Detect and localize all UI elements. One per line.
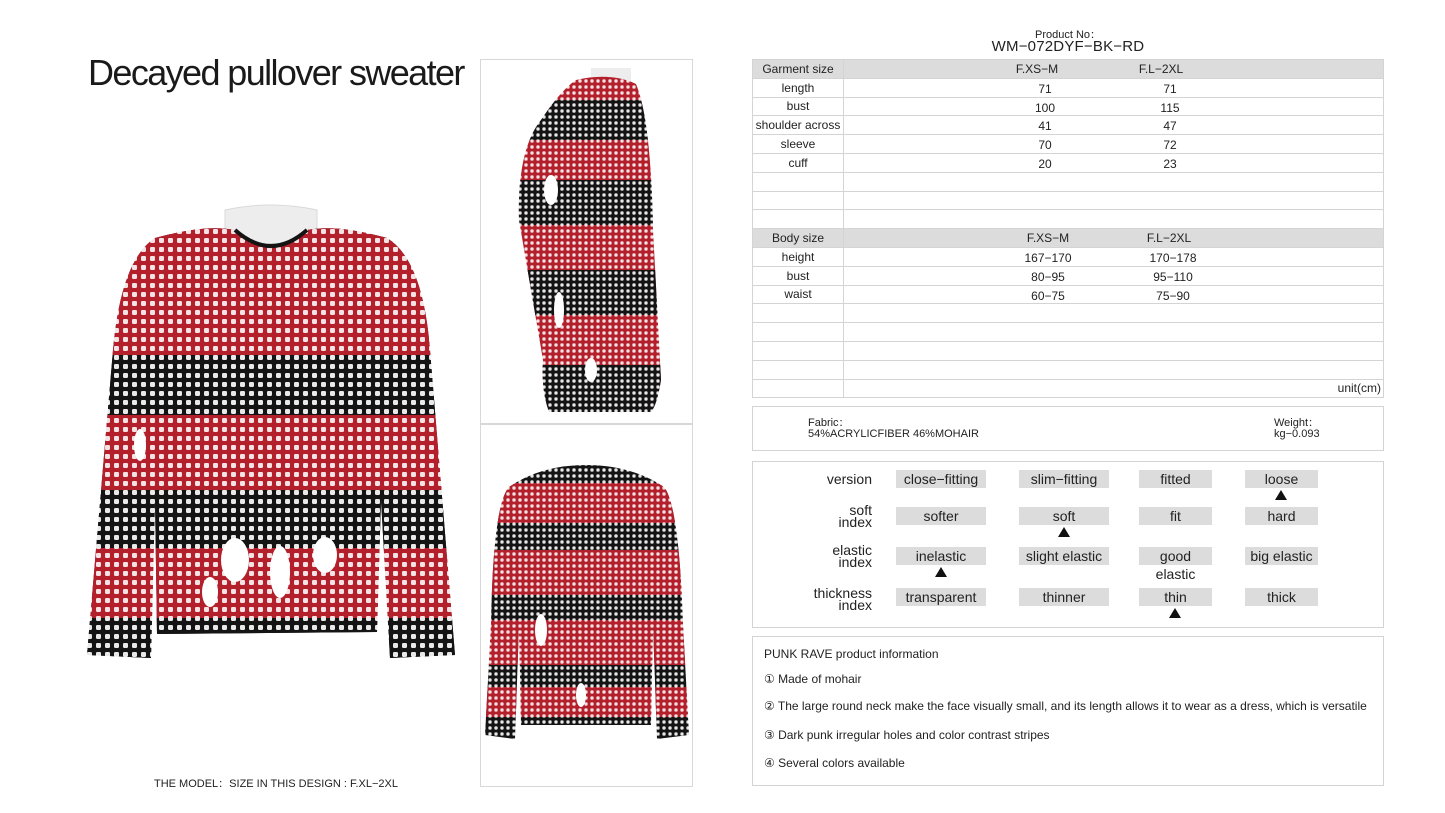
product-no-label: Product No： — [1034, 29, 1102, 41]
row-value: 71 — [1038, 81, 1052, 96]
empty-row — [753, 172, 1384, 191]
soft-label-2: index — [838, 514, 872, 530]
thickness-label-2: index — [838, 597, 872, 613]
elastic-option: slight elastic — [1019, 547, 1109, 565]
garment-header-col2: F.L−2XL — [1138, 62, 1184, 76]
model-size-note: THE MODEL：SIZE IN THIS DESIGN : F.XL−2XL — [154, 778, 398, 790]
empty-row — [753, 210, 1384, 229]
empty-row — [753, 341, 1384, 360]
row-value: 23 — [1163, 156, 1177, 171]
garment-header-label: Garment size — [753, 60, 844, 79]
empty-row — [753, 304, 1384, 323]
body-header-row — [753, 229, 1384, 248]
row-label: length — [753, 78, 844, 97]
garment-header-col1: F.XS−M — [1015, 62, 1059, 76]
soft-option: hard — [1245, 507, 1318, 525]
row-label: bust — [753, 266, 844, 285]
weight-value: kg−0.093 — [1274, 428, 1320, 440]
thickness-label-1: thickness — [813, 585, 872, 601]
ratings-panel — [752, 461, 1384, 628]
soft-option: softer — [896, 507, 986, 525]
thickness-option: transparent — [896, 588, 986, 606]
info-item: ④ Several colors available — [764, 756, 905, 770]
row-label: shoulder across — [753, 116, 844, 135]
elastic-option: inelastic — [896, 547, 986, 565]
body-header-col1: F.XS−M — [1026, 231, 1070, 246]
size-tables — [752, 59, 1384, 398]
row-value: 167−170 — [1024, 250, 1072, 265]
thickness-option: thin — [1139, 588, 1212, 606]
row-value: 100 — [1034, 100, 1056, 115]
version-option: slim−fitting — [1019, 470, 1109, 488]
table-row — [753, 135, 1384, 154]
elastic-label-2: index — [838, 554, 872, 570]
version-option: fitted — [1139, 470, 1212, 488]
version-option: close−fitting — [896, 470, 986, 488]
soft-option: soft — [1019, 507, 1109, 525]
table-row — [753, 153, 1384, 172]
row-value: 60−75 — [1031, 288, 1065, 303]
row-label: height — [753, 247, 844, 266]
row-value: 115 — [1160, 100, 1180, 115]
row-value: 95−110 — [1153, 269, 1193, 284]
product-no: WM−072DYF−BK−RD — [991, 38, 1145, 55]
fabric-value: 54%ACRYLICFIBER 46%MOHAIR — [808, 428, 979, 440]
selected-marker-icon — [1169, 608, 1181, 618]
front-photo — [85, 200, 457, 662]
product-title: Decayed pullover sweater — [88, 52, 464, 93]
row-value: 70 — [1038, 138, 1052, 153]
empty-row — [753, 323, 1384, 342]
row-value: 41 — [1038, 119, 1052, 134]
weight-label: Weight： — [1274, 417, 1320, 429]
empty-row — [753, 191, 1384, 210]
row-value: 20 — [1038, 156, 1052, 171]
table-row — [753, 78, 1384, 97]
garment-header-row — [753, 60, 1384, 79]
thickness-option: thick — [1245, 588, 1318, 606]
table-row — [753, 266, 1384, 285]
thickness-option: thinner — [1019, 588, 1109, 606]
row-value: 170−178 — [1149, 250, 1197, 265]
body-header-col2: F.L−2XL — [1146, 231, 1192, 246]
row-label: waist — [753, 285, 844, 304]
fabric-panel — [752, 406, 1384, 451]
row-value: 80−95 — [1031, 269, 1065, 284]
row-label: sleeve — [753, 135, 844, 154]
table-row — [753, 97, 1384, 116]
row-value: 47 — [1163, 119, 1177, 134]
back-photo — [480, 424, 693, 787]
side-photo — [480, 59, 693, 424]
table-row — [753, 247, 1384, 266]
fabric-label: Fabric： — [808, 417, 850, 429]
info-item: ③ Dark punk irregular holes and color contrast stripes — [764, 728, 1050, 742]
table-row — [753, 285, 1384, 304]
empty-row — [753, 360, 1384, 379]
version-option: loose — [1245, 470, 1318, 488]
table-row — [753, 116, 1384, 135]
unit-row — [753, 379, 1384, 398]
row-value: 75−90 — [1156, 288, 1190, 303]
selected-marker-icon — [935, 567, 947, 577]
size-table — [752, 59, 1384, 398]
info-item: ① Made of mohair — [764, 672, 862, 686]
elastic-option: good elastic — [1139, 547, 1212, 565]
elastic-option: big elastic — [1245, 547, 1318, 565]
selected-marker-icon — [1275, 490, 1287, 500]
unit-label: unit(cm) — [844, 379, 1384, 398]
row-value: 71 — [1163, 81, 1177, 96]
info-heading: PUNK RAVE product information — [764, 647, 939, 661]
info-item: ② The large round neck make the face visually small, and its length allows it to wear as a dress, which is versatile — [764, 699, 1367, 713]
elastic-label-1: elastic — [832, 542, 872, 558]
row-value: 72 — [1163, 138, 1177, 153]
soft-option: fit — [1139, 507, 1212, 525]
row-label: bust — [753, 97, 844, 116]
soft-label-1: soft — [849, 502, 872, 518]
version-label: version — [826, 471, 872, 487]
info-panel — [752, 636, 1384, 786]
selected-marker-icon — [1058, 527, 1070, 537]
row-label: cuff — [753, 153, 844, 172]
body-header-label: Body size — [753, 229, 844, 248]
